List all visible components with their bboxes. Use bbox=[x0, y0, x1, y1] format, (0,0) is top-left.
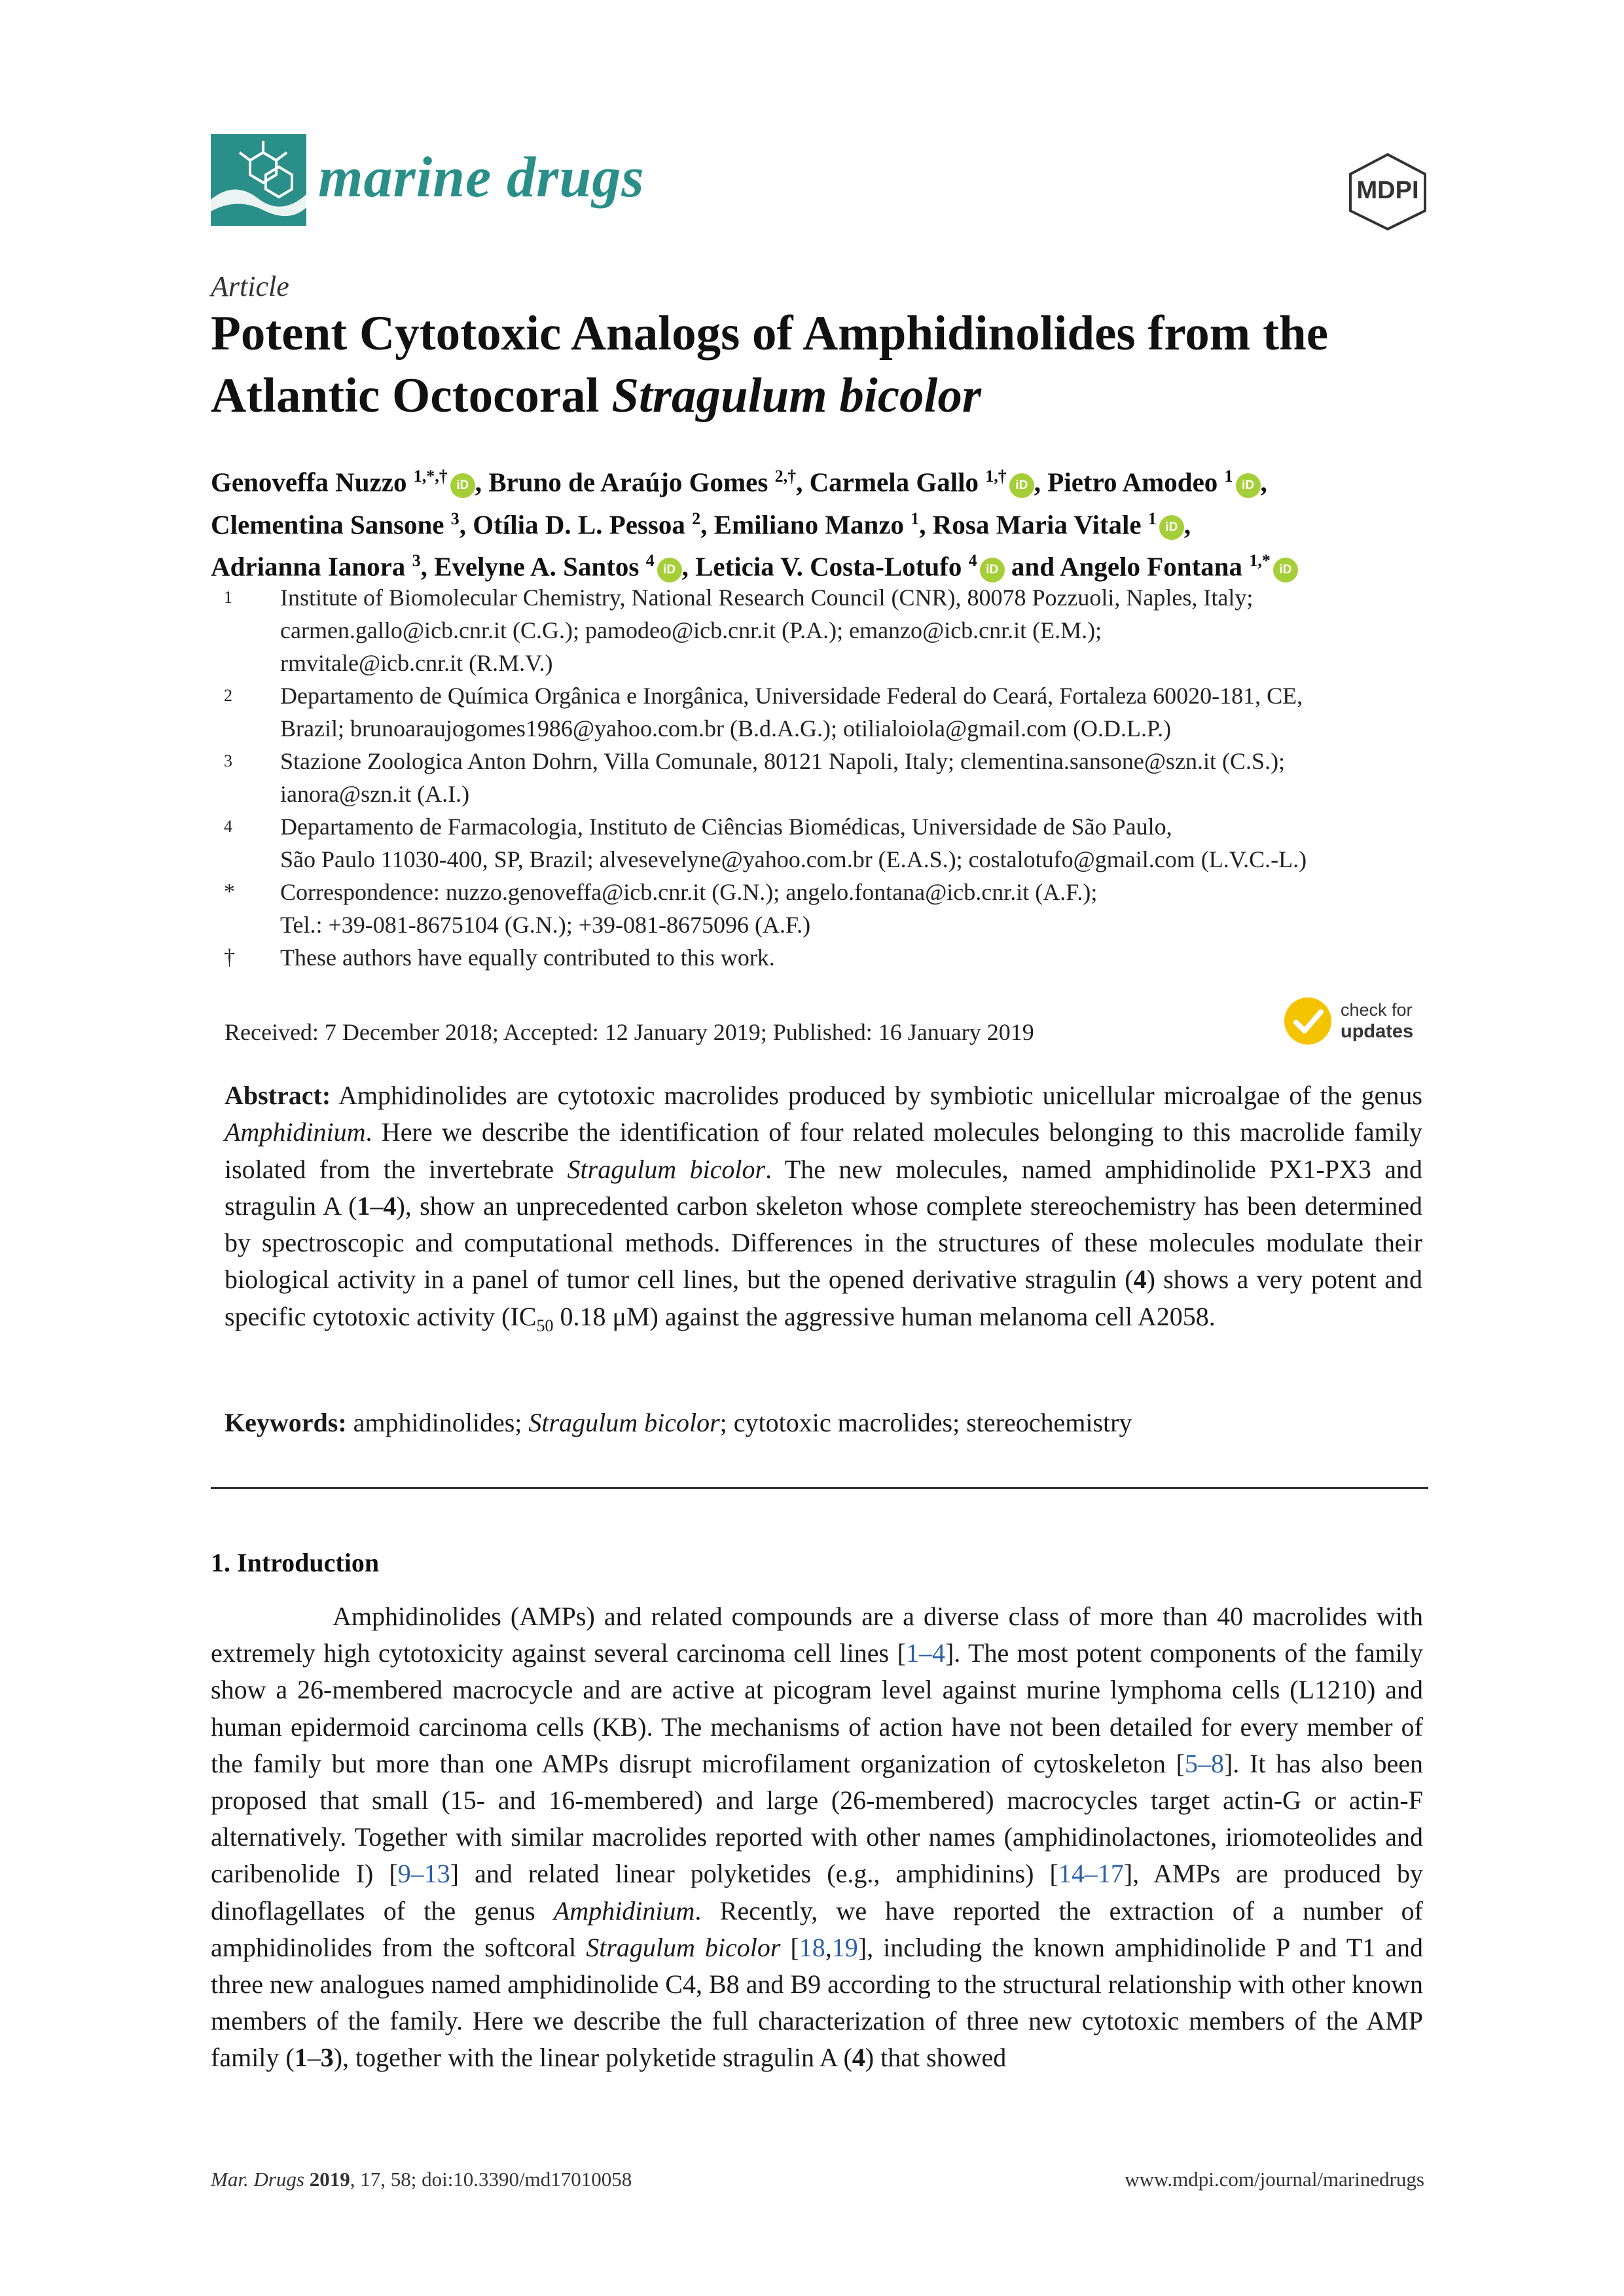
intro-text: ], including the known amphidinolide P and T1 and three new analogues named amphidinolide C4, B8 and B9 according to the structural relationship with other known members of the family. Here we describe the full characterization of three new cytotoxic members of the AMP family ( bbox=[211, 1932, 1423, 2073]
publication-dates: Received: 7 December 2018; Accepted: 12 January 2019; Published: 16 January 2019 bbox=[225, 1019, 1034, 1045]
author-affiliation-marker: 3 bbox=[412, 551, 421, 571]
journal-logo bbox=[211, 134, 306, 226]
citation-link[interactable]: 18 bbox=[799, 1932, 825, 1962]
affiliation-line: Stazione Zoologica Anton Dohrn, Villa Comunale, 80121 Napoli, Italy; clementina.sansone@szn.it (C.S.); bbox=[280, 748, 1286, 774]
intro-text: ], AMPs are produced by dinoflagellates of the genus bbox=[211, 1859, 1423, 1926]
affiliation-number: * bbox=[224, 880, 235, 904]
author-separator: , bbox=[919, 509, 933, 540]
intro-text: Amphidinolides (AMPs) and related compounds are a diverse class of more than 40 macrolides with extremely high cytotoxicity against several carcinoma cell lines [ bbox=[211, 1602, 1423, 1668]
author-affiliation-marker: 4 bbox=[968, 551, 977, 571]
check-updates-icon bbox=[1283, 996, 1333, 1046]
affiliation-entry bbox=[211, 941, 1435, 974]
author-name: Evelyne A. Santos bbox=[434, 551, 640, 582]
check-for-updates-badge[interactable] bbox=[1283, 995, 1434, 1047]
keywords bbox=[225, 1405, 1422, 1441]
compound-number: 1 bbox=[294, 2043, 308, 2073]
affiliation-text bbox=[280, 679, 1435, 745]
affiliation-line: Departamento de Química Orgânica e Inorgânica, Universidade Federal do Ceará, Fortaleza 60020-181, CE, bbox=[280, 683, 1303, 709]
author-name: Adrianna Ianora bbox=[211, 551, 406, 582]
abstract-text: Amphidinolides are cytotoxic macrolides produced by symbiotic unicellular microalgae of the genus bbox=[331, 1081, 1422, 1110]
orcid-icon[interactable]: iD bbox=[450, 473, 475, 498]
abstract-species: Stragulum bicolor bbox=[567, 1154, 766, 1184]
keyword-species: Stragulum bicolor bbox=[528, 1408, 720, 1437]
keywords-label: Keywords: bbox=[225, 1408, 347, 1437]
orcid-icon[interactable]: iD bbox=[657, 558, 682, 583]
mdpi-logo-text: MDPI bbox=[1356, 177, 1419, 204]
author-affiliation-marker: 1 bbox=[1147, 509, 1157, 528]
author-affiliation-marker: 4 bbox=[645, 551, 655, 571]
affiliations bbox=[211, 581, 1435, 974]
compound-number: 1 bbox=[357, 1191, 370, 1221]
affiliation-line: São Paulo 11030-400, SP, Brazil; alvesevelyne@yahoo.com.br (E.A.S.); costalotufo@gmail.com (L.V.C.-L.) bbox=[280, 846, 1307, 872]
mdpi-logo bbox=[1345, 152, 1430, 230]
orcid-icon[interactable]: iD bbox=[1273, 558, 1298, 583]
intro-text: ] and related linear polyketides (e.g., amphidinins) [ bbox=[450, 1859, 1058, 1889]
affiliation-number: 4 bbox=[224, 817, 232, 836]
affiliation-entry bbox=[211, 876, 1435, 941]
affiliation-number: 3 bbox=[224, 751, 232, 770]
abstract-text: 0.18 μM) against the aggressive human melanoma cell A2058. bbox=[553, 1301, 1216, 1331]
check-updates-line-1: check for bbox=[1341, 1000, 1413, 1020]
author-separator: , bbox=[681, 551, 696, 582]
intro-genus: Amphidinium bbox=[553, 1895, 695, 1926]
intro-species: Stragulum bicolor bbox=[586, 1932, 781, 1962]
orcid-icon[interactable]: iD bbox=[1236, 473, 1261, 498]
abstract-text: . Here we describe the identification of four related molecules belonging to this macrolide family isolated from the invertebrate bbox=[225, 1117, 1422, 1184]
author-affiliation-marker: 1 bbox=[911, 509, 920, 528]
author-list bbox=[211, 458, 1435, 585]
author-name: Pietro Amodeo bbox=[1047, 467, 1218, 497]
intro-text: – bbox=[307, 2043, 321, 2073]
abstract-text: – bbox=[370, 1191, 384, 1221]
author-affiliation-marker: 1,† bbox=[985, 467, 1007, 486]
affiliation-text bbox=[280, 941, 1435, 974]
intro-text: . Recently, we have reported the extraction of a number of amphidinolides from the softcoral bbox=[211, 1895, 1423, 1962]
abstract-text: ) shows a very potent and specific cytotoxic activity (IC bbox=[225, 1265, 1422, 1331]
author-separator: , bbox=[475, 467, 489, 497]
affiliation-line: Institute of Biomolecular Chemistry, National Research Council (CNR), 80078 Pozzuoli, Naples, Italy; bbox=[280, 584, 1254, 611]
citation-link[interactable]: 5–8 bbox=[1184, 1748, 1224, 1778]
compound-number: 3 bbox=[320, 2043, 334, 2073]
affiliation-line: Departamento de Farmacologia, Instituto de Ciências Biomédicas, Universidade de São Paulo, bbox=[280, 814, 1172, 840]
abstract-text: . The new molecules, named amphidinolide PX1-PX3 and stragulin A ( bbox=[225, 1154, 1423, 1221]
affiliation-text bbox=[280, 876, 1435, 941]
intro-text: , bbox=[825, 1932, 832, 1962]
affiliation-line: carmen.gallo@icb.cnr.it (C.G.); pamodeo@icb.cnr.it (P.A.); emanzo@icb.cnr.it (E.M.); bbox=[280, 617, 1102, 643]
abstract-text: ), show an unprecedented carbon skeleton whose complete stereochemistry has been determined by spectroscopic and computational methods. Differences in the structures of these molecules modulate their biological activity in a panel of tumor cell lines, but the opened derivative stragulin ( bbox=[225, 1191, 1422, 1295]
author-name: Bruno de Araújo Gomes bbox=[488, 467, 768, 497]
section-heading: 1. Introduction bbox=[211, 1548, 380, 1577]
affiliation-number: 2 bbox=[224, 686, 232, 705]
citation-link[interactable]: 14–17 bbox=[1058, 1859, 1124, 1889]
affiliation-line: rmvitale@icb.cnr.it (R.M.V.) bbox=[280, 650, 553, 676]
intro-text: [ bbox=[780, 1932, 799, 1962]
footer-url[interactable]: www.mdpi.com/journal/marinedrugs bbox=[1125, 2168, 1424, 2191]
affiliation-entry bbox=[211, 745, 1435, 810]
introduction-paragraph bbox=[211, 1598, 1423, 2077]
affiliation-line: Tel.: +39-081-8675104 (G.N.); +39-081-8675096 (A.F.) bbox=[280, 912, 811, 938]
check-updates-line-2: updates bbox=[1341, 1021, 1414, 1042]
article-type: Article bbox=[211, 270, 289, 302]
affiliation-line: These authors have equally contributed to this work. bbox=[280, 944, 775, 971]
author-name: Clementina Sansone bbox=[211, 509, 444, 540]
author-name: Carmela Gallo bbox=[809, 467, 979, 497]
affiliation-line: Brazil; brunoaraujogomes1986@yahoo.com.br (B.d.A.G.); otilialoiola@gmail.com (O.D.L.P.) bbox=[280, 715, 1172, 742]
author-separator: , bbox=[1260, 467, 1267, 497]
author-affiliation-marker: 1 bbox=[1224, 467, 1233, 486]
abstract-label: Abstract: bbox=[225, 1081, 331, 1110]
intro-text: ), together with the linear polyketide stragulin A ( bbox=[333, 2043, 852, 2073]
orcid-icon[interactable]: iD bbox=[1009, 473, 1034, 498]
author-separator: , bbox=[700, 509, 714, 540]
affiliation-number: † bbox=[224, 945, 235, 969]
abstract-genus: Amphidinium bbox=[225, 1117, 366, 1147]
article-title bbox=[211, 302, 1428, 427]
author-separator: , bbox=[796, 467, 810, 497]
author-affiliation-marker: 2,† bbox=[774, 467, 797, 486]
citation-link[interactable]: 19 bbox=[831, 1932, 858, 1962]
author-name: Angelo Fontana bbox=[1060, 551, 1243, 582]
title-line-2-prefix: Atlantic Octocoral bbox=[211, 368, 612, 423]
author-separator: and bbox=[1004, 551, 1060, 582]
title-species: Stragulum bicolor bbox=[611, 368, 982, 423]
author-affiliation-marker: 1,* bbox=[1249, 551, 1271, 571]
author-name: Otília D. L. Pessoa bbox=[473, 509, 685, 540]
author-affiliation-marker: 1,*,† bbox=[413, 467, 448, 486]
author-separator: , bbox=[459, 509, 473, 540]
author-name: Emiliano Manzo bbox=[713, 509, 905, 540]
affiliation-entry bbox=[211, 810, 1435, 876]
section-divider bbox=[211, 1487, 1428, 1489]
abstract bbox=[225, 1077, 1422, 1344]
ic50-subscript: 50 bbox=[536, 1316, 554, 1335]
author-separator: , bbox=[1183, 509, 1191, 540]
author-separator: , bbox=[1034, 467, 1048, 497]
author-affiliation-marker: 3 bbox=[450, 509, 460, 528]
compound-number: 4 bbox=[852, 2043, 865, 2073]
citation-link[interactable]: 9–13 bbox=[397, 1859, 450, 1889]
compound-number: 4 bbox=[1133, 1265, 1147, 1295]
affiliation-line: ianora@szn.it (A.I.) bbox=[280, 781, 470, 807]
affiliation-text bbox=[280, 810, 1435, 876]
citation-link[interactable]: 1–4 bbox=[905, 1638, 945, 1668]
author-affiliation-marker: 2 bbox=[692, 509, 701, 528]
affiliation-text bbox=[280, 745, 1435, 810]
orcid-icon[interactable]: iD bbox=[1159, 515, 1184, 540]
journal-name: marine drugs bbox=[318, 146, 645, 209]
keyword-text: ; cytotoxic macrolides; stereochemistry bbox=[719, 1408, 1132, 1437]
footer-doi: , 17, 58; doi:10.3390/md17010058 bbox=[350, 2168, 632, 2191]
affiliation-text bbox=[280, 581, 1435, 679]
author-separator: , bbox=[420, 551, 435, 582]
author-name: Rosa Maria Vitale bbox=[932, 509, 1142, 540]
author-name: Leticia V. Costa-Lotufo bbox=[695, 551, 962, 582]
keyword-text: amphidinolides; bbox=[346, 1408, 529, 1437]
author-name: Genoveffa Nuzzo bbox=[211, 467, 407, 497]
intro-text: ]. The most potent components of the family show a 26-membered macrocycle and are active at picogram level against murine lymphoma cells (L1210) and human epidermoid carcinoma cells (KB). The mechanisms of action have not been detailed for every member of the family but more than one AMPs disrupt microfilament organization of cytoskeleton [ bbox=[211, 1638, 1423, 1778]
intro-text: ]. It has also been proposed that small (15- and 16-membered) and large (26-membered) macrocycles target actin-G or actin-F alternatively. Together with similar macrolides reported with other names (amphidinolactones, iriomoteolides and caribenolide I) [ bbox=[211, 1748, 1424, 1889]
affiliation-entry bbox=[211, 581, 1435, 679]
compound-number: 4 bbox=[383, 1191, 397, 1221]
title-line-1: Potent Cytotoxic Analogs of Amphidinolides from the bbox=[211, 306, 1328, 361]
footer-year: 2019 bbox=[309, 2168, 350, 2191]
affiliation-number: 1 bbox=[224, 588, 232, 607]
footer-journal: Mar. Drugs bbox=[211, 2168, 304, 2191]
intro-text: ) that showed bbox=[865, 2043, 1007, 2073]
orcid-icon[interactable]: iD bbox=[980, 558, 1005, 583]
affiliation-line: Correspondence: nuzzo.genoveffa@icb.cnr.it (G.N.); angelo.fontana@icb.cnr.it (A.F.); bbox=[280, 879, 1098, 905]
affiliation-entry bbox=[211, 679, 1435, 745]
footer-citation bbox=[211, 2168, 632, 2191]
